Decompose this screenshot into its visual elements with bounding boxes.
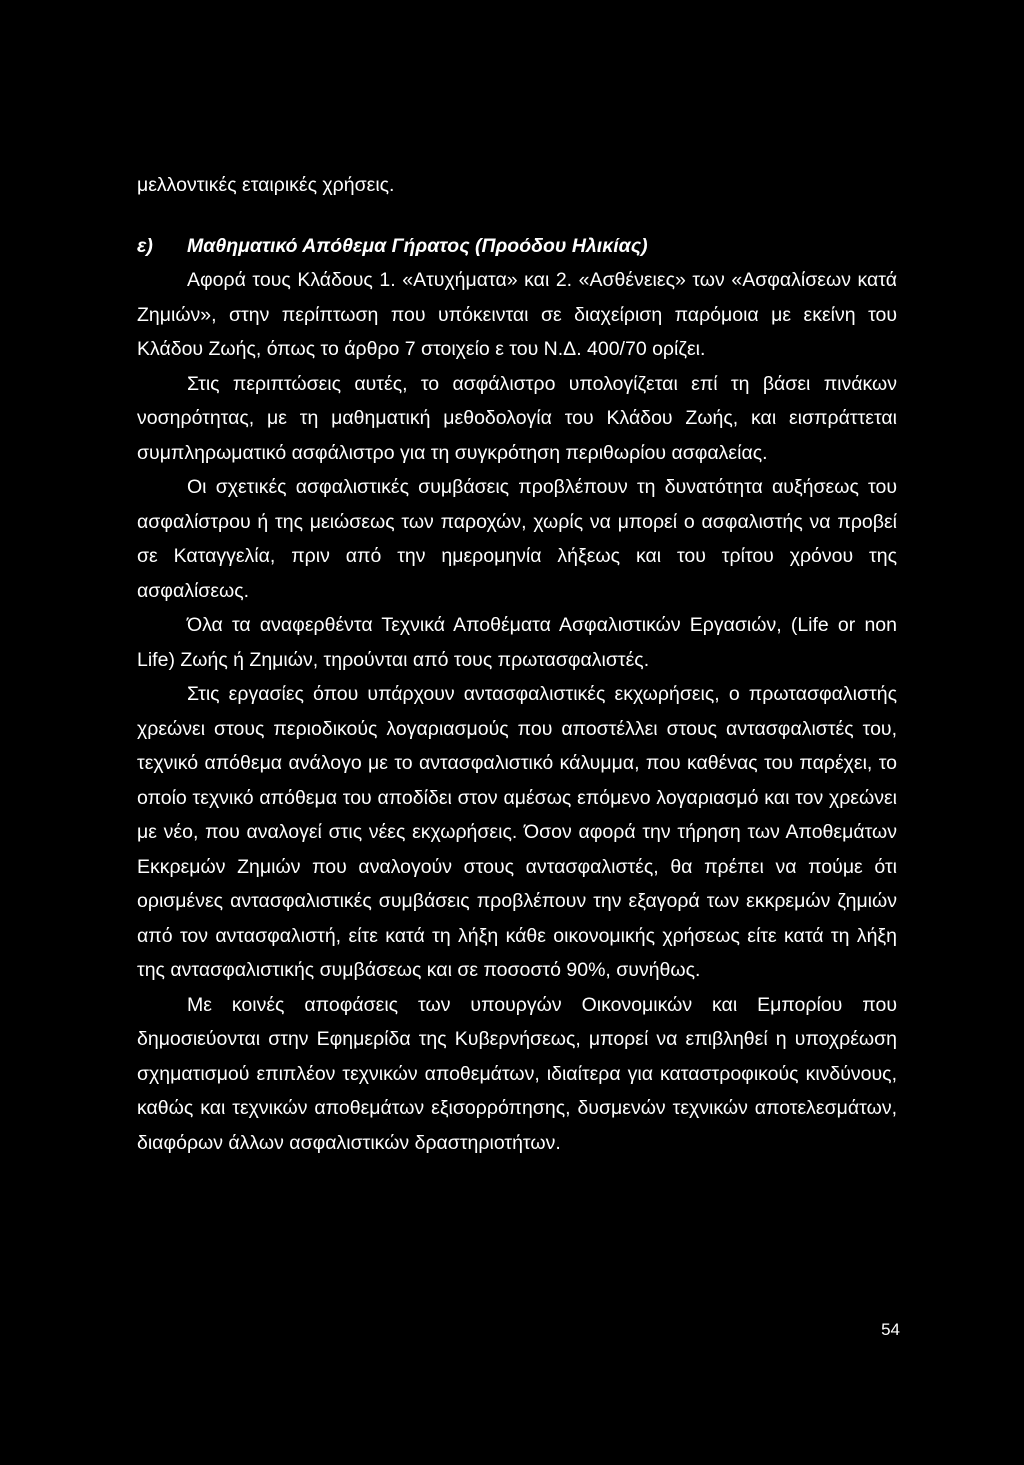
section-title: Μαθηματικό Απόθεμα Γήρατος (Προόδου Ηλικίας)	[187, 234, 648, 257]
paragraph-3: Οι σχετικές ασφαλιστικές συμβάσεις προβλέπουν τη δυνατότητα αυξήσεως του ασφαλίστρου ή της μειώσεως των παροχών, χωρίς να μπορεί ο ασφαλιστής να προβεί σε Καταγγελία, πριν από την ημερομηνία λήξεως και του τρίτου χρόνου της ασφαλίσεως.	[137, 476, 897, 602]
page-number: 54	[881, 1320, 900, 1339]
section-heading	[137, 229, 897, 264]
paragraph-1: Αφορά τους Κλάδους 1. «Ατυχήματα» και 2. «Ασθένειες» των «Ασφαλίσεων κατά Ζημιών», στην περίπτωση που υπόκεινται σε διαχείριση παρόμοια με εκείνη του Κλάδου Ζωής, όπως το άρθρο 7 στοιχείο ε του Ν.Δ. 400/70 ορίζει.	[137, 269, 897, 360]
section-number: ε)	[137, 234, 153, 257]
continuation-line: μελλοντικές εταιρικές χρήσεις.	[137, 174, 395, 196]
paragraph-2: Στις περιπτώσεις αυτές, το ασφάλιστρο υπολογίζεται επί τη βάσει πινάκων νοσηρότητας, με τη μαθηματική μεθοδολογία του Κλάδου Ζωής, και εισπράττεται συμπληρωματικό ασφάλιστρο για τη συγκρότηση περιθωρίου ασφαλείας.	[137, 372, 897, 464]
paragraph-5: Στις εργασίες όπου υπάρχουν αντασφαλιστικές εκχωρήσεις, ο πρωτασφαλιστής χρεώνει στους περιοδικούς λογαριασμούς που αποστέλλει στους αντασφαλιστές του, τεχνικό απόθεμα ανάλογο με το αντασφαλιστικό κάλυμμα, που καθένας του παρέχει, το οποίο τεχνικό απόθεμα του αποδίδει στον αμέσως επόμενο λογαριασμό και τον χρεώνει με νέο, που αναλογεί στις νέες εκχωρήσεις. Όσον αφορά την τήρηση των Αποθεμάτων Εκκρεμών Ζημιών που αναλογούν στους αντασφαλιστές, θα πρέπει να πούμε ότι ορισμένες αντασφαλιστικές συμβάσεις προβλέπουν την εξαγορά των εκκρεμών ζημιών από τον αντασφαλιστή, είτε κατά τη λήξη κάθε οικονομικής χρήσεως είτε κατά τη λήξη της αντασφαλιστικής συμβάσεως και σε ποσοστό 90%, συνήθως.	[137, 683, 897, 981]
paragraph-4: Όλα τα αναφερθέντα Τεχνικά Αποθέματα Ασφαλιστικών Εργασιών, (Life or non Life) Ζωής ή Ζημιών, τηρούνται από τους πρωτασφαλιστές.	[137, 614, 897, 671]
paragraph-6: Με κοινές αποφάσεις των υπουργών Οικονομικών και Εμπορίου που δημοσιεύονται στην Εφημερίδα της Κυβερνήσεως, μπορεί να επιβληθεί η υποχρέωση σχηματισμού επιπλέον τεχνικών αποθεμάτων, ιδιαίτερα για καταστροφικούς κινδύνους, καθώς και τεχνικών αποθεμάτων εξισορρόπησης, δυσμενών τεχνικών αποτελεσμάτων, διαφόρων άλλων ασφαλιστικών δραστηριοτήτων.	[137, 993, 897, 1154]
document-body	[137, 168, 897, 1160]
